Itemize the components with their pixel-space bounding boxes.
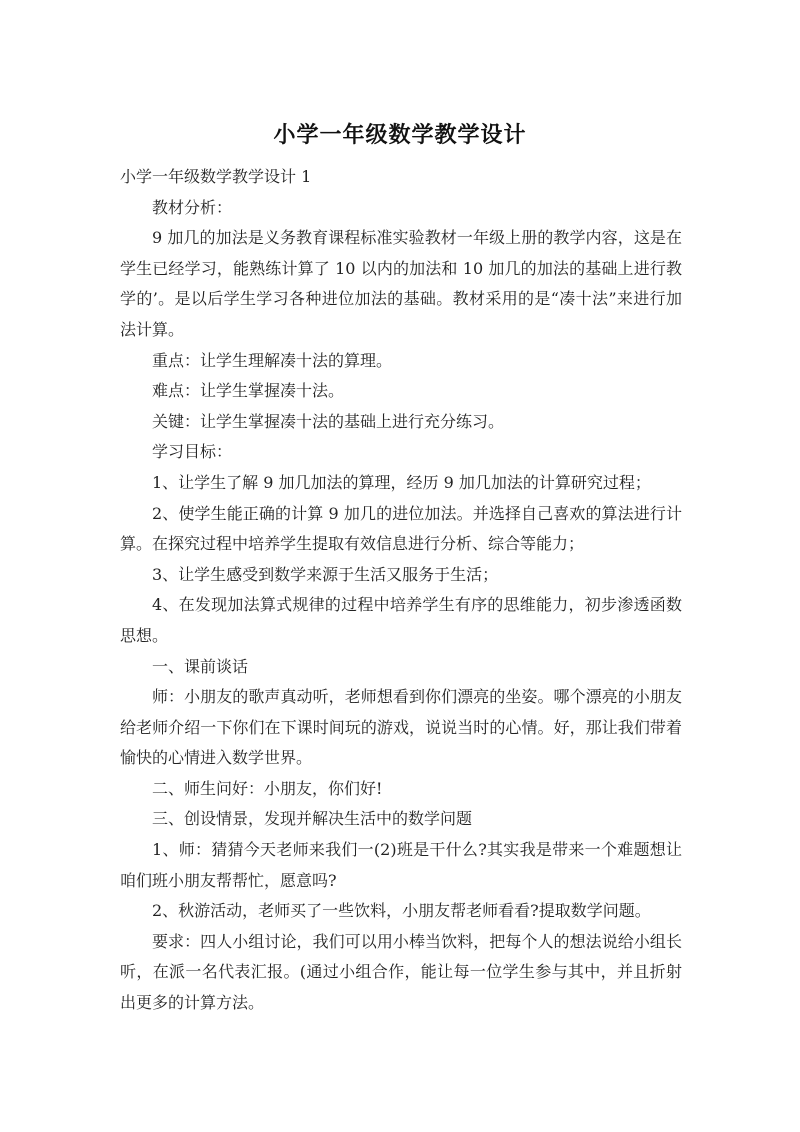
paragraph: 一、课前谈话 bbox=[152, 656, 249, 676]
paragraph: 1、师：猜猜今天老师来我们一(2)班是干什么?其实我是带来一个难题想让咱们班小朋友帮帮忙，愿意吗? bbox=[120, 840, 682, 890]
paragraph: 二、师生问好：小朋友，你们好! bbox=[152, 778, 383, 798]
section-subtitle: 小学一年级数学教学设计 1 bbox=[120, 167, 312, 186]
paragraph: 3、让学生感受到数学来源于生活又服务于生活； bbox=[152, 564, 499, 584]
paragraph: 难点：让学生掌握凑十法。 bbox=[152, 381, 345, 401]
paragraph: 重点：让学生理解凑十法的算理。 bbox=[152, 350, 393, 370]
page-title: 小学一年级数学教学设计 bbox=[273, 123, 527, 148]
paragraph: 1、让学生了解 9 加几加法的算理，经历 9 加几加法的计算研究过程； bbox=[152, 472, 651, 492]
paragraph: 4、在发现加法算式规律的过程中培养学生有序的思维能力，初步渗透函数思想。 bbox=[120, 595, 682, 645]
paragraph: 2、使学生能正确的计算 9 加几的进位加法。并选择自己喜欢的算法进行计算。在探究过程中培养学生提取有效信息进行分析、综合等能力； bbox=[120, 503, 682, 554]
paragraph: 关键：让学生掌握凑十法的基础上进行充分练习。 bbox=[152, 411, 505, 431]
paragraph: 教材分析： bbox=[152, 197, 233, 217]
paragraph: 2、秋游活动，老师买了一些饮料，小朋友帮老师看看?提取数学问题。 bbox=[152, 901, 651, 921]
document-body bbox=[120, 162, 682, 1019]
paragraph: 要求：四人小组讨论，我们可以用小棒当饮料，把每个人的想法说给小组长听，在派一名代表汇报。(通过小组合作，能让每一位学生参与其中，并且折射出更多的计算方法。 bbox=[120, 931, 682, 1013]
paragraph: 9 加几的加法是义务教育课程标准实验教材一年级上册的教学内容，这是在学生已经学习，能熟练计算了 10 以内的加法和 10 加几的加法的基础上进行教学的’。是以后学生学习各种进位加法的基础。教材采用的是“凑十法”来进行加法计算。 bbox=[120, 228, 682, 339]
paragraph: 三、创设情景，发现并解决生活中的数学问题 bbox=[152, 809, 473, 829]
paragraph: 学习目标： bbox=[152, 442, 233, 462]
paragraph: 师：小朋友的歌声真动听，老师想看到你们漂亮的坐姿。哪个漂亮的小朋友给老师介绍一下你们在下课时间玩的游戏，说说当时的心情。好，那让我们带着愉快的心情进入数学世界。 bbox=[120, 687, 682, 768]
